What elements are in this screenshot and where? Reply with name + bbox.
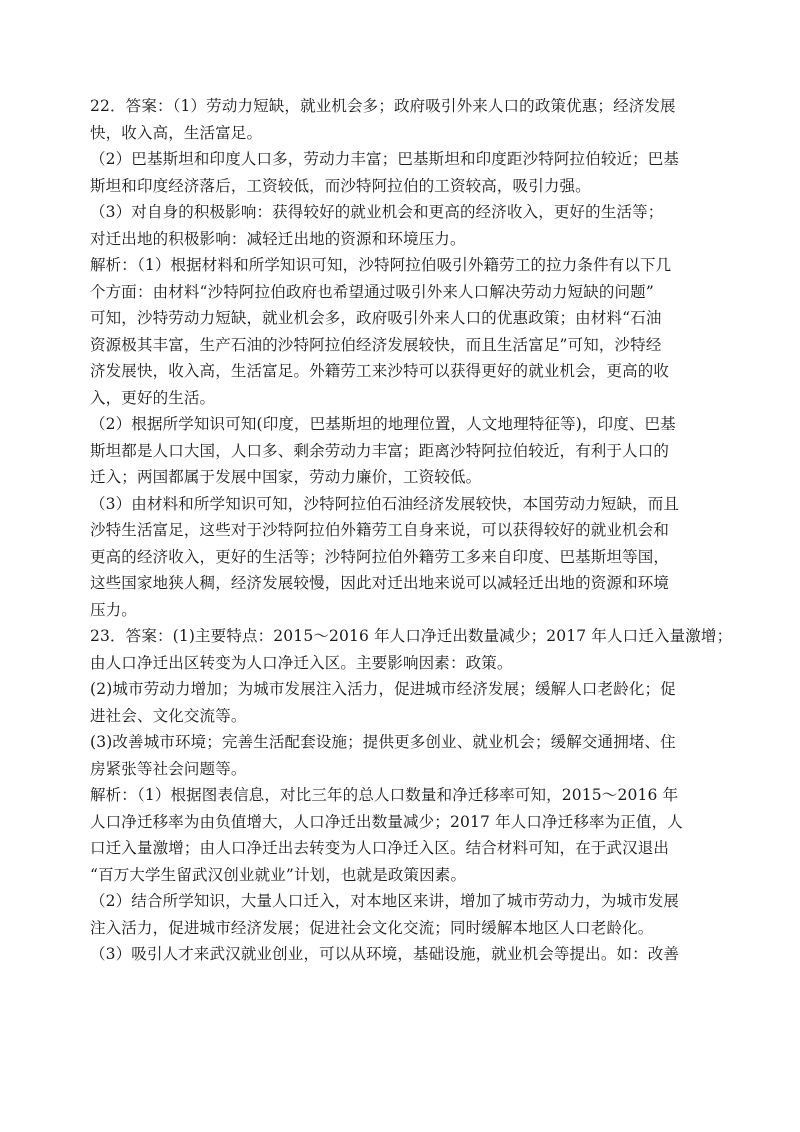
text-line: （2）结合所学知识，大量人口迁入，对本地区来讲，增加了城市劳动力，为城市发展 xyxy=(90,892,680,910)
text-line: 解析：（1）根据材料和所学知识可知，沙特阿拉伯吸引外籍劳工的拉力条件有以下几 xyxy=(90,256,672,274)
text-line: 更高的经济收入，更好的生活等；沙特阿拉伯外籍劳工多来自印度、巴基斯坦等国， xyxy=(90,547,670,566)
text-line: 沙特生活富足，这些对于沙特阿拉伯外籍劳工自身来说，可以获得较好的就业机会和 xyxy=(90,521,670,539)
answer-text-block xyxy=(90,93,733,968)
text-line: 由人口净迁出区转变为人口净迁入区。主要影响因素：政策。 xyxy=(90,653,513,672)
text-line: （2）巴基斯坦和印度人口多，劳动力丰富；巴基斯坦和印度距沙特阿拉伯较近；巴基 xyxy=(90,150,680,168)
text-line: 斯坦和印度经济落后，工资较低，而沙特阿拉伯的工资较高，吸引力强。 xyxy=(90,176,591,195)
text-line: 对迁出地的积极影响：减轻迁出地的资源和环境压力。 xyxy=(90,229,466,248)
text-line: “百万大学生留武汉创业就业”计划，也就是政策因素。 xyxy=(90,865,467,884)
text-line: 资源极其丰富，生产石油的沙特阿拉伯经济发展较快，而且生活富足”可知，沙特经 xyxy=(90,335,662,354)
text-line: 解析：（1）根据图表信息，对比三年的总人口数量和净迁移率可知，2015～2016 年 xyxy=(90,786,679,804)
text-line: 个方面：由材料“沙特阿拉伯政府也希望通过吸引外来人口解决劳动力短缺的问题” xyxy=(90,282,654,301)
text-line: 这些国家地狭人稠，经济发展较慢，因此对迁出地来说可以减轻迁出地的资源和环境 xyxy=(90,574,670,592)
text-line: (2)城市劳动力增加；为城市发展注入活力，促进城市经济发展；缓解人口老龄化；促 xyxy=(90,680,676,698)
text-line: 快，收入高，生活富足。 xyxy=(90,123,263,142)
text-line: 口迁入量激增；由人口净迁出去转变为人口净迁入区。结合材料可知，在于武汉退出 xyxy=(90,839,670,857)
text-line: （3）对自身的积极影响：获得较好的就业机会和更高的经济收入，更好的生活等； xyxy=(90,203,664,221)
text-line: 迁入；两国都属于发展中国家，劳动力廉价，工资较低。 xyxy=(90,468,482,486)
text-line: 济发展快，收入高，生活富足。外籍劳工来沙特可以获得更好的就业机会，更高的收 xyxy=(90,362,670,380)
text-line: 斯坦都是人口大国，人口多、剩余劳动力丰富；距离沙特阿拉伯较近，有利于人口的 xyxy=(90,441,670,460)
text-line: 房紧张等社会问题等。 xyxy=(90,759,247,778)
text-line: 人口净迁移率为由负值增大，人口净迁出数量减少；2017 年人口净迁移率为正值，人 xyxy=(90,812,683,831)
text-line: 23．答案：(1)主要特点：2015～2016 年人口净迁出数量减少；2017 年人口迁入量激增； xyxy=(90,627,733,645)
text-line: (3)改善城市环境；完善生活配套设施；提供更多创业、就业机会；缓解交通拥堵、住 xyxy=(90,733,676,751)
text-line: 压力。 xyxy=(90,600,137,619)
text-line: 可知，沙特劳动力短缺，就业机会多，政府吸引外来人口的优惠政策；由材料“石油 xyxy=(90,309,662,327)
text-line: 注入活力，促进城市经济发展；促进社会文化交流；同时缓解本地区人口老龄化。 xyxy=(90,918,654,937)
text-line: （2）根据所学知识可知(印度，巴基斯坦的地理位置，人文地理特征等)，印度、巴基 xyxy=(90,415,676,433)
text-line: 进社会、文化交流等。 xyxy=(90,706,247,725)
text-line: （3）吸引人才来武汉就业创业，可以从环境，基础设施，就业机会等提出。如：改善 xyxy=(90,945,680,963)
text-line: （3）由材料和所学知识可知，沙特阿拉伯石油经济发展较快，本国劳动力短缺，而且 xyxy=(90,494,680,513)
text-line: 入，更好的生活。 xyxy=(90,388,216,407)
text-line: 22．答案：（1）劳动力短缺，就业机会多；政府吸引外来人口的政策优惠；经济发展 xyxy=(90,97,676,115)
